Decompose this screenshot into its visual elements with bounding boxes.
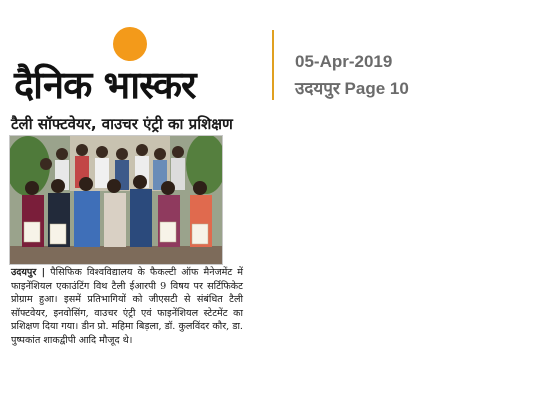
masthead-divider: [272, 30, 274, 100]
article-body: [11, 266, 243, 348]
article-body-text: पैसिफिक विश्वविद्यालय के फैकल्टी ऑफ मैनेजमेंट में फाइनेंशियल एकाउंटिंग विथ टैली ईआरपी 9 विषय पर सर्टिफिकेट प्रोग्राम हुआ। इसमें प्रतिभागियों को जीएसटी से संबंधित टैली सॉफ्टवेयर, इनवोसिंग, वाउचर एंट्री एवं फाइनेंशियल स्टेटमेंट का प्रशिक्षण दिया गया। डीन प्रो. महिमा बिड़ला, डॉ. कुलविंदर कौर, डा. पुष्पकांत शाकद्वीपी आदि मौजूद थे।: [11, 267, 243, 346]
newspaper-logo: दैनिक भास्कर: [14, 63, 196, 107]
article-headline: टैली सॉफ्टवेयर, वाउचर एंट्री का प्रशिक्षण: [11, 115, 233, 133]
edition-date: 05-Apr-2019: [295, 52, 393, 71]
edition-page: उदयपुर Page 10: [295, 79, 409, 98]
logo-sun-icon: [113, 27, 147, 61]
article-dateline: उदयपुर |: [11, 267, 46, 278]
masthead: [0, 0, 550, 112]
article-photo: [9, 135, 223, 265]
